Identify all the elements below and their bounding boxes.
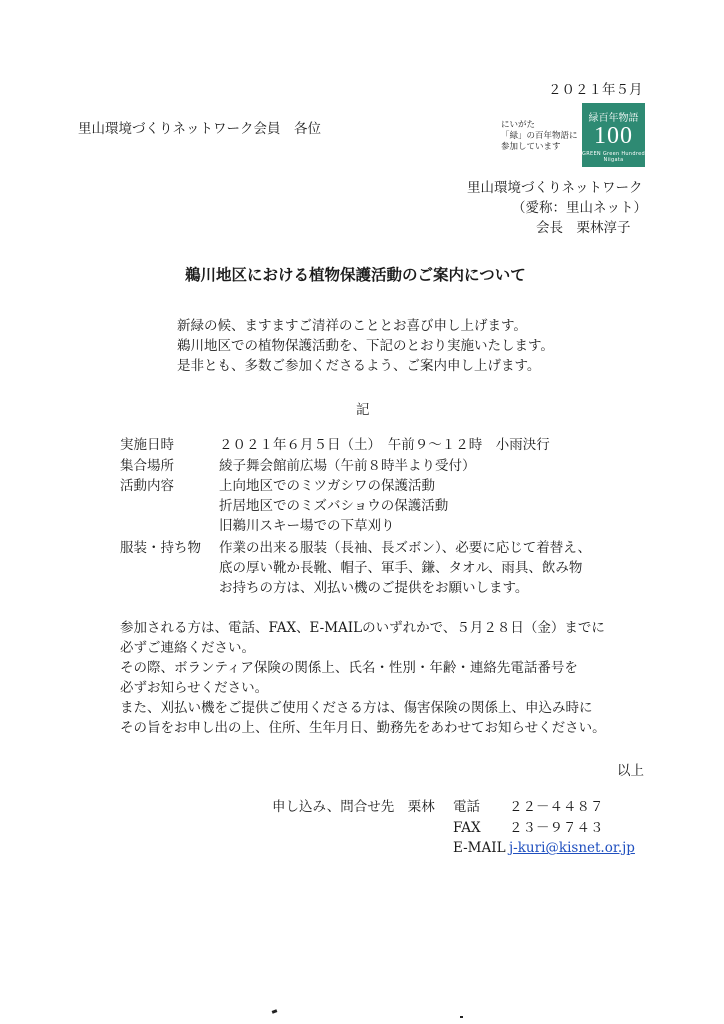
contact-label: 申し込み、問合せ先 栗林 bbox=[272, 799, 435, 815]
closing-text: 以上 bbox=[617, 763, 644, 779]
intro-line-3: 是非とも、多数ご参加くださるよう、ご案内申し上げます。 bbox=[177, 358, 541, 374]
logo-number: 100 bbox=[594, 123, 633, 149]
note-line-1: 参加される方は、電話、FAX、E-MAILのいずれかで、５月２８日（金）までに bbox=[120, 620, 605, 636]
tel-label: 電話 bbox=[453, 799, 480, 815]
campaign-text bbox=[501, 120, 578, 153]
campaign-line-3: 参加しています bbox=[501, 142, 561, 152]
fax-number: ２３－９７４３ bbox=[509, 820, 604, 836]
logo-top-text: 緑百年物語 bbox=[588, 113, 639, 124]
sender-chair: 会長 栗林淳子 bbox=[536, 220, 631, 236]
document-title: 鵜川地区における植物保護活動のご案内について bbox=[185, 266, 526, 284]
ki-mark: 記 bbox=[356, 402, 370, 418]
campaign-line-2: 「緑」の百年物語に bbox=[501, 131, 578, 141]
date-label: 実施日時 bbox=[120, 437, 174, 453]
campaign-line-1: にいがた bbox=[501, 120, 536, 130]
items-line-3: お持ちの方は、刈払い機のご提供をお願いします。 bbox=[219, 580, 529, 596]
green-100-logo bbox=[582, 103, 645, 167]
intro-line-1: 新緑の候、ますますご清祥のこととお喜び申し上げます。 bbox=[177, 318, 527, 334]
recipient-line: 里山環境づくりネットワーク会員 各位 bbox=[78, 121, 321, 137]
document-date: ２０２１年５月 bbox=[548, 82, 643, 98]
activity-label: 活動内容 bbox=[120, 478, 174, 494]
note-line-2: 必ずご連絡ください。 bbox=[120, 640, 255, 656]
items-label: 服装・持ち物 bbox=[120, 540, 201, 556]
activity-1: 上向地区でのミツガシワの保護活動 bbox=[219, 478, 435, 494]
place-label: 集合場所 bbox=[120, 458, 174, 474]
email-label: E-MAIL bbox=[453, 840, 506, 856]
note-line-4: 必ずお知らせください。 bbox=[120, 680, 269, 696]
fax-label: FAX bbox=[453, 820, 481, 836]
logo-bottom-text: GREEN Green Hundred Niigata bbox=[582, 151, 645, 163]
intro-line-2: 鵜川地区での植物保護活動を、下記のとおり実施いたします。 bbox=[177, 338, 554, 354]
scan-artifact bbox=[460, 1016, 463, 1018]
items-line-1: 作業の出来る服装（長袖、長ズボン）、必要に応じて着替え、 bbox=[219, 540, 592, 556]
items-line-2: 底の厚い靴か長靴、帽子、軍手、鎌、タオル、雨具、飲み物 bbox=[219, 560, 583, 576]
sender-org: 里山環境づくりネットワーク bbox=[467, 180, 643, 196]
scan-artifact bbox=[272, 1009, 278, 1014]
tel-number: ２２－４４８７ bbox=[509, 799, 604, 815]
date-value: ２０２１年６月５日（土） 午前９～１２時 小雨決行 bbox=[219, 437, 550, 453]
note-line-3: その際、ボランティア保険の関係上、氏名・性別・年齢・連絡先電話番号を bbox=[120, 660, 578, 676]
email-link[interactable]: j-kuri@kisnet.or.jp bbox=[509, 840, 635, 856]
note-line-6: その旨をお申し出の上、住所、生年月日、勤務先をあわせてお知らせください。 bbox=[120, 720, 606, 736]
note-line-5: また、刈払い機をご提供ご使用くださる方は、傷害保険の関係上、申込み時に bbox=[120, 700, 593, 716]
sender-alias: （愛称：里山ネット） bbox=[512, 200, 647, 216]
place-value: 綾子舞会館前広場（午前８時半より受付） bbox=[219, 458, 476, 474]
activity-3: 旧鵜川スキー場での下草刈り bbox=[219, 518, 395, 534]
activity-2: 折居地区でのミズバショウの保護活動 bbox=[219, 498, 449, 514]
